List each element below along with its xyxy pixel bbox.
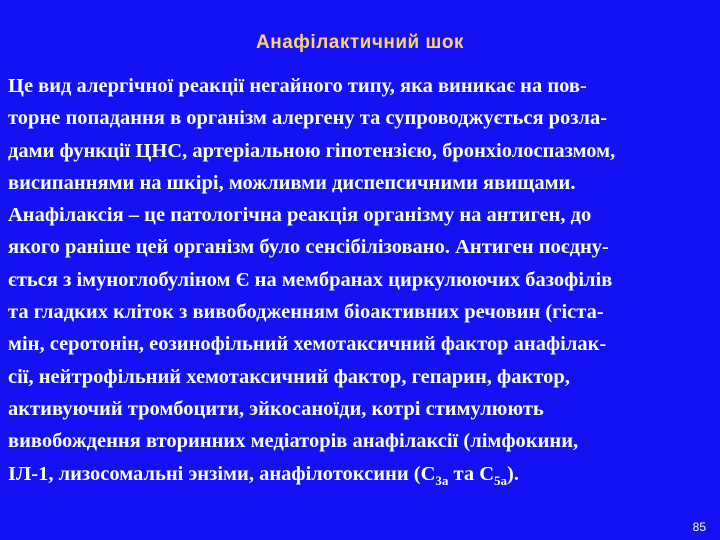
page-number: 85 (692, 520, 706, 534)
body-line: висипаннями на шкірі, можливми диспепсичними явищами. (8, 171, 576, 194)
last-line-text: та С (448, 462, 495, 485)
body-line: мін, серотонін, еозинофільний хемотаксичний фактор анафілак- (8, 333, 607, 356)
body-line: Анафілаксія – це патологічна реакція організму на антиген, до (8, 204, 592, 227)
body-line: торне попадання в організм алергену та супроводжується розла- (8, 107, 608, 130)
body-line: сії, нейтрофільний хемотаксичний фактор, гепарин, фактор, (8, 365, 570, 388)
slide-title: Анафілактичний шок (256, 32, 464, 53)
body-line: ється з імуноглобуліном Є на мембранах циркулюючих базофілів (8, 268, 613, 291)
body-line: активуючий тромбоцити, эйкосаноїди, котрі стимулюють (8, 397, 544, 420)
body-line-last (8, 458, 720, 490)
body-line: дами функції ЦНС, артеріальною гіпотензією, бронхіолоспазмом, (8, 139, 616, 162)
slide-body (8, 70, 720, 490)
body-line: якого раніше цей організм було сенсібілізовано. Антиген поєдну- (8, 236, 609, 259)
body-line: вивобождення вторинних медіаторів анафілаксії (лімфокини, (8, 430, 579, 453)
subscript-c5a: 5а (494, 472, 508, 488)
last-line-text: ІЛ-1, лизосомальні энзіми, анафілотоксини (С (8, 462, 436, 485)
body-line: Це вид алергічної реакції негайного типу, яка виникає на пов- (8, 75, 587, 97)
subscript-c3a: 3а (435, 472, 449, 488)
body-line: та гладких кліток з вивободженням біоактивних речовин (гіста- (8, 301, 604, 324)
last-line-text: ). (507, 462, 519, 485)
